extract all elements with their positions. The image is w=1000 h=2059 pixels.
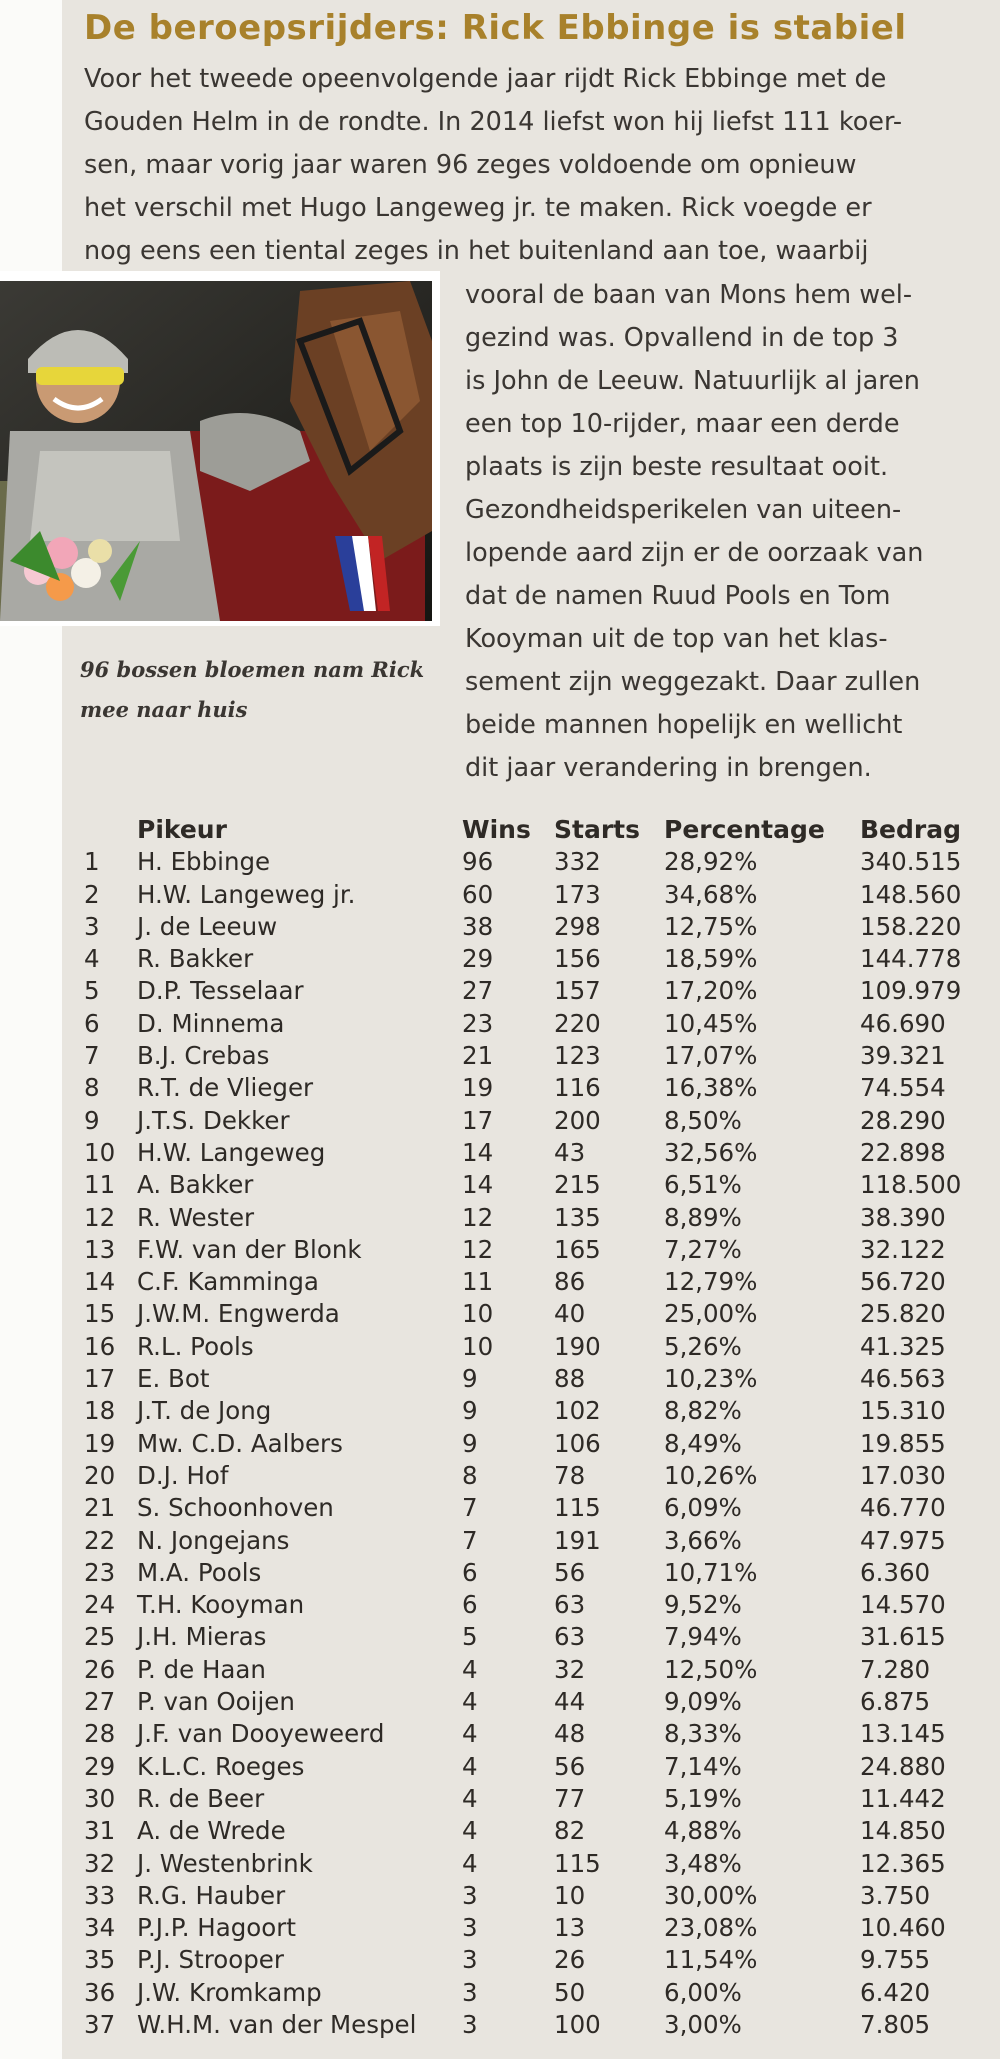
cell-rank: 21 (84, 1493, 116, 1523)
cell-percentage: 12,50% (664, 1654, 758, 1684)
cell-bedrag: 340.515 (860, 847, 962, 877)
cell-percentage: 23,08% (664, 1913, 758, 1943)
side-text-line: Gezondheidsperikelen van uiteen- (465, 495, 902, 525)
side-text-line: Kooyman uit de top van het klas- (465, 624, 888, 654)
side-text-line: sement zijn weggezakt. Daar zullen (465, 667, 921, 697)
intro-line: nog eens een tiental zeges in het buitenland aan toe, waarbij (84, 236, 869, 266)
photo-caption (80, 650, 424, 730)
cell-pikeur: J.T.S. Dekker (137, 1105, 290, 1135)
cell-percentage: 12,79% (664, 1267, 758, 1297)
intro-line: het verschil met Hugo Langeweg jr. te maken. Rick voegde er (84, 193, 872, 223)
cell-wins: 29 (462, 944, 494, 974)
cell-rank: 2 (84, 879, 100, 909)
table-row (84, 1944, 994, 1976)
header-pikeur: Pikeur (137, 815, 227, 844)
cell-bedrag: 25.820 (860, 1299, 946, 1329)
cell-rank: 20 (84, 1460, 116, 1490)
cell-percentage: 8,89% (664, 1202, 742, 1232)
cell-starts: 220 (554, 1008, 601, 1038)
cell-rank: 6 (84, 1008, 100, 1038)
cell-pikeur: E. Bot (137, 1364, 210, 1394)
table-row (84, 1363, 994, 1395)
cell-pikeur: N. Jongejans (137, 1525, 290, 1555)
cell-percentage: 12,75% (664, 911, 758, 941)
cell-bedrag: 19.855 (860, 1428, 946, 1458)
cell-pikeur: D.P. Tesselaar (137, 976, 304, 1006)
cell-bedrag: 15.310 (860, 1396, 946, 1426)
cell-starts: 106 (554, 1428, 601, 1458)
cell-rank: 3 (84, 911, 100, 941)
cell-bedrag: 7.280 (860, 1654, 931, 1684)
cell-pikeur: J.W. Kromkamp (137, 1977, 322, 2007)
cell-starts: 63 (554, 1590, 586, 1620)
cell-pikeur: R. de Beer (137, 1783, 265, 1813)
cell-starts: 156 (554, 944, 601, 974)
cell-pikeur: A. Bakker (137, 1170, 254, 1200)
cell-rank: 30 (84, 1783, 116, 1813)
cell-rank: 24 (84, 1590, 116, 1620)
cell-bedrag: 38.390 (860, 1202, 946, 1232)
cell-wins: 19 (462, 1073, 494, 1103)
cell-pikeur: H.W. Langeweg (137, 1137, 326, 1167)
article-side-text (465, 274, 923, 790)
cell-percentage: 30,00% (664, 1880, 758, 1910)
cell-pikeur: R.T. de Vlieger (137, 1073, 314, 1103)
cell-rank: 17 (84, 1364, 116, 1394)
cell-pikeur: F.W. van der Blonk (137, 1234, 362, 1264)
table-row (84, 1880, 994, 1912)
table-row (84, 1395, 994, 1427)
cell-pikeur: C.F. Kamminga (137, 1267, 319, 1297)
table-row (84, 1848, 994, 1880)
intro-line: sen, maar vorig jaar waren 96 zeges voldoende om opnieuw (84, 150, 857, 180)
cell-rank: 35 (84, 1945, 116, 1975)
cell-starts: 32 (554, 1654, 586, 1684)
cell-starts: 115 (554, 1848, 601, 1878)
cell-pikeur: H. Ebbinge (137, 847, 271, 877)
cell-starts: 173 (554, 879, 601, 909)
cell-pikeur: W.H.M. van der Mespel (137, 2009, 417, 2039)
cell-percentage: 7,94% (664, 1622, 742, 1652)
cell-bedrag: 158.220 (860, 911, 962, 941)
cell-pikeur: P.J.P. Hagoort (137, 1913, 296, 1943)
cell-pikeur: J.T. de Jong (137, 1396, 272, 1426)
cell-pikeur: R. Wester (137, 1202, 255, 1232)
cell-percentage: 17,20% (664, 976, 758, 1006)
cell-wins: 9 (462, 1396, 478, 1426)
table-row (84, 846, 994, 878)
cell-wins: 60 (462, 879, 494, 909)
cell-starts: 165 (554, 1234, 601, 1264)
cell-rank: 29 (84, 1751, 116, 1781)
side-text-line: gezind was. Opvallend in de top 3 (465, 323, 899, 353)
cell-rank: 36 (84, 1977, 116, 2007)
cell-starts: 215 (554, 1170, 601, 1200)
cell-starts: 82 (554, 1816, 586, 1846)
cell-wins: 14 (462, 1137, 494, 1167)
cell-percentage: 5,19% (664, 1783, 742, 1813)
cell-pikeur: H.W. Langeweg jr. (137, 879, 356, 909)
cell-bedrag: 28.290 (860, 1105, 946, 1135)
header-wins: Wins (462, 815, 531, 844)
cell-percentage: 25,00% (664, 1299, 758, 1329)
cell-wins: 96 (462, 847, 494, 877)
cell-wins: 6 (462, 1590, 478, 1620)
cell-pikeur: R.L. Pools (137, 1331, 254, 1361)
photo-driver-with-horse (0, 281, 432, 621)
cell-bedrag: 9.755 (860, 1945, 931, 1975)
cell-starts: 10 (554, 1880, 586, 1910)
cell-bedrag: 10.460 (860, 1913, 946, 1943)
cell-wins: 8 (462, 1460, 478, 1490)
cell-starts: 332 (554, 847, 601, 877)
table-row (84, 1105, 994, 1137)
cell-pikeur: M.A. Pools (137, 1557, 262, 1587)
cell-bedrag: 32.122 (860, 1234, 946, 1264)
cell-starts: 123 (554, 1041, 601, 1071)
cell-wins: 17 (462, 1105, 494, 1135)
cell-wins: 12 (462, 1202, 494, 1232)
cell-starts: 86 (554, 1267, 586, 1297)
cell-bedrag: 6.875 (860, 1687, 931, 1717)
table-row (84, 1977, 994, 2009)
cell-percentage: 7,27% (664, 1234, 742, 1264)
cell-bedrag: 39.321 (860, 1041, 946, 1071)
table-row (84, 1266, 994, 1298)
cell-percentage: 8,49% (664, 1428, 742, 1458)
cell-starts: 116 (554, 1073, 601, 1103)
side-text-line: lopende aard zijn er de oorzaak van (465, 538, 924, 568)
cell-rank: 4 (84, 944, 100, 974)
cell-bedrag: 17.030 (860, 1460, 946, 1490)
cell-rank: 32 (84, 1848, 116, 1878)
table-row (84, 1525, 994, 1557)
cell-starts: 102 (554, 1396, 601, 1426)
cell-percentage: 9,09% (664, 1687, 742, 1717)
cell-bedrag: 144.778 (860, 944, 962, 974)
cell-wins: 3 (462, 1977, 478, 2007)
cell-starts: 157 (554, 976, 601, 1006)
table-row (84, 1428, 994, 1460)
cell-pikeur: R. Bakker (137, 944, 254, 974)
cell-rank: 9 (84, 1105, 100, 1135)
cell-starts: 200 (554, 1105, 601, 1135)
cell-starts: 191 (554, 1525, 601, 1555)
cell-percentage: 10,45% (664, 1008, 758, 1038)
table-row (84, 2009, 994, 2041)
rankings-table (84, 814, 994, 2041)
cell-starts: 100 (554, 2009, 601, 2039)
intro-line: Voor het tweede opeenvolgende jaar rijdt Rick Ebbinge met de (84, 64, 887, 94)
cell-rank: 25 (84, 1622, 116, 1652)
cell-wins: 4 (462, 1687, 478, 1717)
cell-pikeur: T.H. Kooyman (137, 1590, 305, 1620)
side-text-line: plaats is zijn beste resultaat ooit. (465, 452, 889, 482)
cell-wins: 10 (462, 1299, 494, 1329)
cell-wins: 9 (462, 1428, 478, 1458)
table-row (84, 911, 994, 943)
cell-rank: 5 (84, 976, 100, 1006)
cell-pikeur: D. Minnema (137, 1008, 285, 1038)
cell-rank: 13 (84, 1234, 116, 1264)
cell-rank: 37 (84, 2009, 116, 2039)
cell-rank: 7 (84, 1041, 100, 1071)
cell-rank: 26 (84, 1654, 116, 1684)
cell-percentage: 17,07% (664, 1041, 758, 1071)
cell-wins: 3 (462, 1880, 478, 1910)
cell-percentage: 10,23% (664, 1364, 758, 1394)
cell-bedrag: 12.365 (860, 1848, 946, 1878)
cell-bedrag: 46.563 (860, 1364, 946, 1394)
cell-starts: 56 (554, 1557, 586, 1587)
cell-rank: 1 (84, 847, 100, 877)
cell-bedrag: 41.325 (860, 1331, 946, 1361)
table-row (84, 1718, 994, 1750)
table-row (84, 1137, 994, 1169)
cell-rank: 31 (84, 1816, 116, 1846)
cell-wins: 23 (462, 1008, 494, 1038)
cell-starts: 298 (554, 911, 601, 941)
cell-bedrag: 11.442 (860, 1783, 946, 1813)
cell-percentage: 9,52% (664, 1590, 742, 1620)
cell-pikeur: D.J. Hof (137, 1460, 229, 1490)
table-row (84, 1686, 994, 1718)
cell-bedrag: 46.690 (860, 1008, 946, 1038)
cell-wins: 14 (462, 1170, 494, 1200)
cell-rank: 11 (84, 1170, 116, 1200)
cell-bedrag: 109.979 (860, 976, 962, 1006)
cell-starts: 50 (554, 1977, 586, 2007)
article-intro-text (84, 58, 902, 273)
table-row (84, 1040, 994, 1072)
table-row (84, 1654, 994, 1686)
cell-percentage: 10,26% (664, 1460, 758, 1490)
cell-bedrag: 7.805 (860, 2009, 931, 2039)
cell-wins: 3 (462, 1945, 478, 1975)
cell-starts: 88 (554, 1364, 586, 1394)
intro-line: Gouden Helm in de rondte. In 2014 liefst won hij liefst 111 koer- (84, 107, 903, 137)
table-row (84, 1783, 994, 1815)
table-header-row (84, 814, 994, 846)
cell-percentage: 18,59% (664, 944, 758, 974)
cell-percentage: 6,51% (664, 1170, 742, 1200)
table-row (84, 1557, 994, 1589)
cell-wins: 5 (462, 1622, 478, 1652)
cell-pikeur: J.W.M. Engwerda (137, 1299, 340, 1329)
table-row (84, 1751, 994, 1783)
cell-rank: 23 (84, 1557, 116, 1587)
cell-bedrag: 6.420 (860, 1977, 931, 2007)
table-row (84, 1815, 994, 1847)
cell-bedrag: 3.750 (860, 1880, 931, 1910)
table-row (84, 1492, 994, 1524)
cell-starts: 43 (554, 1137, 586, 1167)
table-row (84, 1621, 994, 1653)
table-row (84, 1912, 994, 1944)
table-row (84, 943, 994, 975)
cell-starts: 63 (554, 1622, 586, 1652)
table-row (84, 1331, 994, 1363)
cell-rank: 18 (84, 1396, 116, 1426)
cell-percentage: 8,33% (664, 1719, 742, 1749)
cell-percentage: 3,48% (664, 1848, 742, 1878)
table-row (84, 975, 994, 1007)
cell-rank: 12 (84, 1202, 116, 1232)
cell-pikeur: J. de Leeuw (137, 911, 278, 941)
table-row (84, 1169, 994, 1201)
cell-wins: 21 (462, 1041, 494, 1071)
cell-starts: 77 (554, 1783, 586, 1813)
cell-wins: 12 (462, 1234, 494, 1264)
cell-starts: 115 (554, 1493, 601, 1523)
cell-bedrag: 47.975 (860, 1525, 946, 1555)
cell-pikeur: P. de Haan (137, 1654, 266, 1684)
cell-percentage: 16,38% (664, 1073, 758, 1103)
cell-percentage: 3,00% (664, 2009, 742, 2039)
cell-wins: 11 (462, 1267, 494, 1297)
cell-rank: 33 (84, 1880, 116, 1910)
side-text-line: een top 10-rijder, maar een derde (465, 409, 900, 439)
cell-wins: 6 (462, 1557, 478, 1587)
cell-bedrag: 31.615 (860, 1622, 946, 1652)
side-text-line: is John de Leeuw. Natuurlijk al jaren (465, 366, 920, 396)
article-title: De beroepsrijders: Rick Ebbinge is stabiel (84, 8, 907, 48)
cell-rank: 10 (84, 1137, 116, 1167)
cell-starts: 26 (554, 1945, 586, 1975)
cell-pikeur: A. de Wrede (137, 1816, 286, 1846)
table-row (84, 1072, 994, 1104)
cell-wins: 4 (462, 1751, 478, 1781)
cell-starts: 40 (554, 1299, 586, 1329)
cell-bedrag: 148.560 (860, 879, 962, 909)
cell-percentage: 8,50% (664, 1105, 742, 1135)
cell-percentage: 34,68% (664, 879, 758, 909)
cell-wins: 38 (462, 911, 494, 941)
cell-wins: 4 (462, 1848, 478, 1878)
cell-bedrag: 14.850 (860, 1816, 946, 1846)
cell-bedrag: 14.570 (860, 1590, 946, 1620)
header-percentage: Percentage (664, 815, 825, 844)
cell-bedrag: 22.898 (860, 1137, 946, 1167)
cell-rank: 15 (84, 1299, 116, 1329)
cell-wins: 4 (462, 1783, 478, 1813)
cell-rank: 34 (84, 1913, 116, 1943)
cell-pikeur: P. van Ooijen (137, 1687, 295, 1717)
cell-wins: 3 (462, 2009, 478, 2039)
article-photo (0, 271, 440, 626)
side-text-line: vooral de baan van Mons hem wel- (465, 280, 913, 310)
cell-wins: 7 (462, 1493, 478, 1523)
cell-rank: 19 (84, 1428, 116, 1458)
table-row (84, 1298, 994, 1330)
cell-rank: 14 (84, 1267, 116, 1297)
table-row (84, 1460, 994, 1492)
cell-percentage: 7,14% (664, 1751, 742, 1781)
cell-pikeur: P.J. Strooper (137, 1945, 284, 1975)
caption-line: mee naar huis (80, 697, 248, 722)
table-row (84, 1234, 994, 1266)
cell-starts: 56 (554, 1751, 586, 1781)
cell-percentage: 3,66% (664, 1525, 742, 1555)
cell-pikeur: B.J. Crebas (137, 1041, 270, 1071)
cell-starts: 13 (554, 1913, 586, 1943)
table-row (84, 1589, 994, 1621)
side-text-line: beide mannen hopelijk en wellicht (465, 710, 903, 740)
cell-wins: 10 (462, 1331, 494, 1361)
cell-pikeur: Mw. C.D. Aalbers (137, 1428, 343, 1458)
cell-starts: 135 (554, 1202, 601, 1232)
cell-starts: 44 (554, 1687, 586, 1717)
cell-bedrag: 13.145 (860, 1719, 946, 1749)
cell-percentage: 8,82% (664, 1396, 742, 1426)
cell-wins: 4 (462, 1654, 478, 1684)
cell-starts: 190 (554, 1331, 601, 1361)
cell-percentage: 32,56% (664, 1137, 758, 1167)
cell-bedrag: 118.500 (860, 1170, 962, 1200)
cell-bedrag: 24.880 (860, 1751, 946, 1781)
cell-rank: 22 (84, 1525, 116, 1555)
cell-wins: 9 (462, 1364, 478, 1394)
cell-percentage: 5,26% (664, 1331, 742, 1361)
cell-percentage: 28,92% (664, 847, 758, 877)
cell-wins: 4 (462, 1816, 478, 1846)
cell-starts: 48 (554, 1719, 586, 1749)
cell-percentage: 10,71% (664, 1557, 758, 1587)
table-row (84, 1202, 994, 1234)
cell-rank: 28 (84, 1719, 116, 1749)
cell-rank: 8 (84, 1073, 100, 1103)
cell-wins: 7 (462, 1525, 478, 1555)
cell-rank: 27 (84, 1687, 116, 1717)
cell-bedrag: 56.720 (860, 1267, 946, 1297)
cell-pikeur: K.L.C. Roeges (137, 1751, 305, 1781)
cell-starts: 78 (554, 1460, 586, 1490)
cell-wins: 3 (462, 1913, 478, 1943)
cell-bedrag: 6.360 (860, 1557, 931, 1587)
cell-percentage: 11,54% (664, 1945, 758, 1975)
header-bedrag: Bedrag (860, 815, 962, 844)
caption-line: 96 bossen bloemen nam Rick (80, 657, 425, 682)
cell-wins: 4 (462, 1719, 478, 1749)
cell-rank: 16 (84, 1331, 116, 1361)
cell-wins: 27 (462, 976, 494, 1006)
cell-bedrag: 74.554 (860, 1073, 946, 1103)
table-body (84, 846, 994, 2041)
table-row (84, 1008, 994, 1040)
header-starts: Starts (554, 815, 640, 844)
cell-bedrag: 46.770 (860, 1493, 946, 1523)
side-text-line: dit jaar verandering in brengen. (465, 753, 872, 783)
table-row (84, 879, 994, 911)
cell-pikeur: S. Schoonhoven (137, 1493, 334, 1523)
cell-pikeur: J.F. van Dooyeweerd (137, 1719, 385, 1749)
side-text-line: dat de namen Ruud Pools en Tom (465, 581, 891, 611)
cell-percentage: 4,88% (664, 1816, 742, 1846)
cell-percentage: 6,09% (664, 1493, 742, 1523)
cell-pikeur: R.G. Hauber (137, 1880, 286, 1910)
cell-pikeur: J.H. Mieras (137, 1622, 267, 1652)
cell-percentage: 6,00% (664, 1977, 742, 2007)
cell-pikeur: J. Westenbrink (137, 1848, 313, 1878)
